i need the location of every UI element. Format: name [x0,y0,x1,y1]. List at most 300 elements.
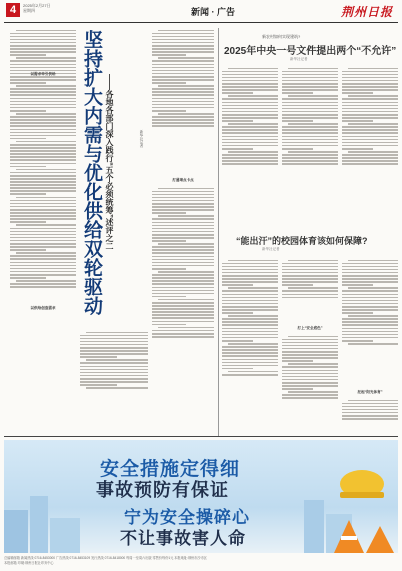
text-line [152,94,214,96]
text-line [288,287,338,289]
text-line [342,281,398,283]
header-rule [4,22,398,23]
text-line [10,132,76,134]
left-subhead-2: 以供给创造需求 [30,306,56,310]
text-line [222,272,278,274]
text-line [10,138,46,140]
text-line [222,359,278,361]
text-line [10,237,76,239]
text-line [152,265,214,267]
text-line [288,123,338,125]
right-article-kicker: 新农村如何实现建筑? [262,34,301,39]
text-line [10,268,76,270]
text-line [342,284,373,286]
text-line [86,359,148,361]
text-line [152,191,214,193]
text-line [282,154,338,156]
text-line [342,77,398,79]
text-line [222,117,278,119]
text-line [222,148,253,150]
text-line [10,33,76,35]
text-line [16,113,76,115]
text-line [10,88,76,90]
footer-line-1: 总编辑邮箱 新闻热线 0716-8453000 广告热线 0716-8453109 发行热线 0716-8418000 每周一至周六出版 零售价每份1元 本报地址:荆州市沙市区 [4,556,207,560]
mid-subhead-2: 托起“阳光体育” [357,390,383,394]
right-column-1 [222,66,278,214]
text-line [222,365,278,367]
text-line [10,104,76,106]
text-line [222,306,278,308]
text-line [158,271,214,273]
text-line [222,309,278,311]
footer-line-2: 本报邮箱 印刷:荆州日报社印务中心 [4,561,54,565]
text-line [282,111,338,113]
text-line [10,82,46,84]
text-line [152,252,214,254]
text-line [342,108,398,110]
text-line [86,332,148,334]
text-line [342,163,398,165]
text-line [222,346,278,348]
text-line [282,266,338,268]
text-line [228,95,278,97]
right-column-3 [342,66,398,214]
text-line [10,262,76,264]
text-line [342,269,398,271]
text-line [10,240,76,242]
text-line [222,83,278,85]
text-line [342,331,398,333]
text-line [342,403,398,405]
text-line [222,120,253,122]
building-shape [30,496,48,553]
text-line [282,382,338,384]
text-line [222,278,278,280]
text-line [152,293,214,295]
text-line [16,141,76,143]
text-line [282,366,338,368]
text-line [10,243,76,245]
text-line [10,231,76,233]
text-line [10,184,76,186]
text-line [348,151,398,153]
text-line [282,114,338,116]
text-line [282,126,338,128]
text-line [80,378,148,380]
left-article-byline: 新华社记者 [140,130,144,148]
text-line [282,278,338,280]
text-line [342,117,398,119]
text-line [152,107,214,109]
weekday-text: 星期四 [23,8,35,13]
text-line [342,74,398,76]
text-line [282,394,338,396]
text-line [10,48,76,50]
text-line [228,68,278,70]
left-column-2 [152,28,214,176]
text-line [80,375,148,377]
text-line [282,132,338,134]
building-shape [50,518,80,553]
text-line [158,243,214,245]
text-line [282,339,338,341]
text-line [222,105,278,107]
text-line [342,272,398,274]
text-line [282,388,313,390]
text-line [222,318,278,320]
text-line [10,218,76,220]
hard-hat-brim [340,492,384,498]
text-line [152,203,214,205]
text-line [288,260,338,262]
text-line [342,126,398,128]
text-line [10,125,76,127]
text-line [152,45,214,47]
text-line [86,387,148,389]
text-line [152,234,214,236]
text-line [342,102,398,104]
text-line [152,308,214,310]
text-line [282,294,338,296]
text-line [152,88,214,90]
text-line [342,148,373,150]
text-line [282,272,338,274]
text-line [10,110,46,112]
text-line [222,297,278,299]
text-line [152,212,186,214]
left-column-1 [10,28,76,418]
text-line [152,228,214,230]
text-line [342,297,398,299]
text-line [282,357,338,359]
text-line [342,290,398,292]
text-line [222,114,278,116]
left-subhead-1: 以需求牵引供给 [30,72,56,76]
text-line [10,122,76,124]
text-line [10,258,76,260]
text-line [282,129,338,131]
text-line [10,255,76,257]
text-line [282,354,338,356]
building-shape [4,510,28,553]
text-line [152,82,186,84]
text-line [342,111,398,113]
text-line [288,151,338,153]
text-line [80,356,117,358]
section-title: 新闻 · 广告 [191,7,235,17]
text-line [222,126,278,128]
text-line [342,160,398,162]
text-line [80,372,148,374]
text-line [348,343,398,345]
text-line [342,415,398,417]
text-line [152,206,214,208]
text-line [152,324,186,326]
text-line [152,333,214,335]
text-line [342,139,398,141]
text-line [10,212,76,214]
text-line [10,60,76,62]
text-line [282,117,338,119]
text-line [342,86,398,88]
text-line [222,266,278,268]
text-line [152,277,214,279]
text-line [10,187,76,189]
banner-line-1: 安全措施定得细 [100,459,241,480]
text-line [152,116,214,118]
text-line [342,275,398,277]
text-line [222,290,278,292]
text-line [152,125,214,127]
text-line [10,64,76,66]
text-line [282,74,338,76]
text-line [348,400,398,402]
mid-column-3 [342,258,398,388]
left-column-4 [80,330,148,420]
text-line [348,260,398,262]
text-line [282,163,338,165]
text-line [282,345,338,347]
banner-line-2: 事故预防有保证 [96,480,229,500]
text-line [222,163,278,165]
text-line [228,260,278,262]
text-line [80,384,117,386]
text-line [282,86,338,88]
text-line [342,412,398,414]
mid-article-title: “能出汗”的校园体育该如何保障? [236,236,368,246]
text-line [222,362,278,364]
cone-stripe [341,536,357,540]
text-line [282,351,338,353]
text-line [152,249,214,251]
mid-column-1 [222,258,278,434]
text-line [282,376,338,378]
text-line [222,129,278,131]
text-line [10,200,76,202]
text-line [282,71,338,73]
text-line [152,280,214,282]
left-article-title: 坚持扩大内需与优化供给双轮驱动 [81,30,102,315]
text-line [222,303,278,305]
text-line [10,147,76,149]
text-line [152,311,214,313]
text-line [222,337,278,339]
text-line [16,169,76,171]
text-line [152,290,214,292]
text-line [152,194,214,196]
issue-date [23,3,51,13]
text-line [282,83,338,85]
text-line [222,275,278,277]
text-line [342,278,398,280]
text-line [342,309,398,311]
text-line [342,114,398,116]
text-line [152,54,186,56]
text-line [228,287,278,289]
text-line [282,148,313,150]
text-line [282,102,338,104]
text-line [342,105,398,107]
text-line [158,30,214,32]
text-line [152,305,214,307]
text-line [10,156,76,158]
text-line [222,111,278,113]
text-line [152,51,214,53]
text-line [222,145,278,147]
text-line [158,327,214,329]
text-line [222,352,278,354]
text-line [222,312,253,314]
text-line [342,334,398,336]
banner-line-4: 不让事故害人命 [120,529,246,548]
text-line [342,89,398,91]
text-line [10,98,76,100]
text-line [222,80,278,82]
text-line [10,283,76,285]
text-line [282,269,338,271]
text-line [10,91,76,93]
text-line [10,178,76,180]
text-line [10,271,76,273]
text-line [152,60,214,62]
left-article-subtitle: ——各地各部门深入践行“五个必须统筹”述评之二 [105,74,114,250]
text-line [152,336,214,338]
text-line [282,160,338,162]
mid-article-byline: 新华社记者 [262,247,280,251]
text-line [152,225,214,227]
text-line [10,159,76,161]
traffic-cone-icon [366,526,394,553]
text-line [10,107,76,109]
text-line [222,157,278,159]
text-line [222,74,278,76]
text-line [152,67,214,69]
text-line [10,206,76,208]
text-line [342,157,398,159]
text-line [10,39,76,41]
text-line [152,296,186,298]
text-line [222,98,278,100]
text-line [10,166,46,168]
right-column-2 [282,66,338,214]
text-line [152,330,214,332]
text-line [10,116,76,118]
text-line [152,209,214,211]
text-line [152,314,214,316]
text-line [288,336,338,338]
text-line [10,94,76,96]
text-line [152,231,214,233]
text-line [152,218,214,220]
text-line [10,51,76,53]
left-column-3 [152,186,214,414]
text-line [10,175,76,177]
text-line [282,370,338,372]
text-line [342,340,373,342]
text-line [222,102,278,104]
text-line [10,101,76,103]
text-line [222,160,278,162]
text-line [16,30,76,32]
text-line [80,344,148,346]
text-line [282,89,338,91]
text-line [342,266,398,268]
text-line [152,119,214,121]
text-line [342,98,398,100]
text-line [10,274,76,276]
text-line [10,135,76,137]
text-line [282,105,338,107]
text-line [282,397,338,399]
text-line [222,331,278,333]
text-line [152,36,214,38]
text-line [10,144,76,146]
safety-banner-ad [4,440,398,553]
right-article-title: 2025年中央一号文件提出两个“不允许” [224,46,397,57]
text-line [152,259,214,261]
text-line [152,76,214,78]
mid-column-2b [282,334,338,434]
text-line [10,277,46,279]
banner-line-3: 宁为安全操碎心 [124,508,250,527]
text-line [222,324,278,326]
text-line [342,83,398,85]
text-line [10,172,76,174]
text-line [152,70,214,72]
left-subhead-3: 打通堵点卡点 [172,178,194,182]
text-line [80,366,148,368]
text-line [282,275,338,277]
text-line [152,283,214,285]
text-line [282,92,313,94]
text-line [152,302,214,304]
text-line [10,45,76,47]
text-line [222,154,278,156]
text-line [222,92,253,94]
text-line [342,324,398,326]
text-line [16,252,76,254]
text-line [10,153,76,155]
text-line [222,139,278,141]
text-line [282,136,338,138]
text-line [80,347,148,349]
text-line [10,286,76,288]
text-line [222,269,278,271]
text-line [222,71,278,73]
text-line [228,371,278,373]
text-line [158,57,214,59]
text-line [228,151,278,153]
text-line [152,98,214,100]
text-line [222,349,278,351]
text-line [10,246,76,248]
text-line [342,321,398,323]
text-line [342,300,398,302]
right-article-byline: 新华社记者 [290,57,308,61]
text-line [16,85,76,87]
text-line [10,42,76,44]
text-line [152,39,214,41]
text-line [282,77,338,79]
text-line [342,328,398,330]
text-line [282,142,338,144]
text-line [152,197,214,199]
text-line [80,341,148,343]
text-line [10,190,76,192]
text-line [10,209,76,211]
page-number: 4 [6,3,20,17]
text-line [10,193,46,195]
